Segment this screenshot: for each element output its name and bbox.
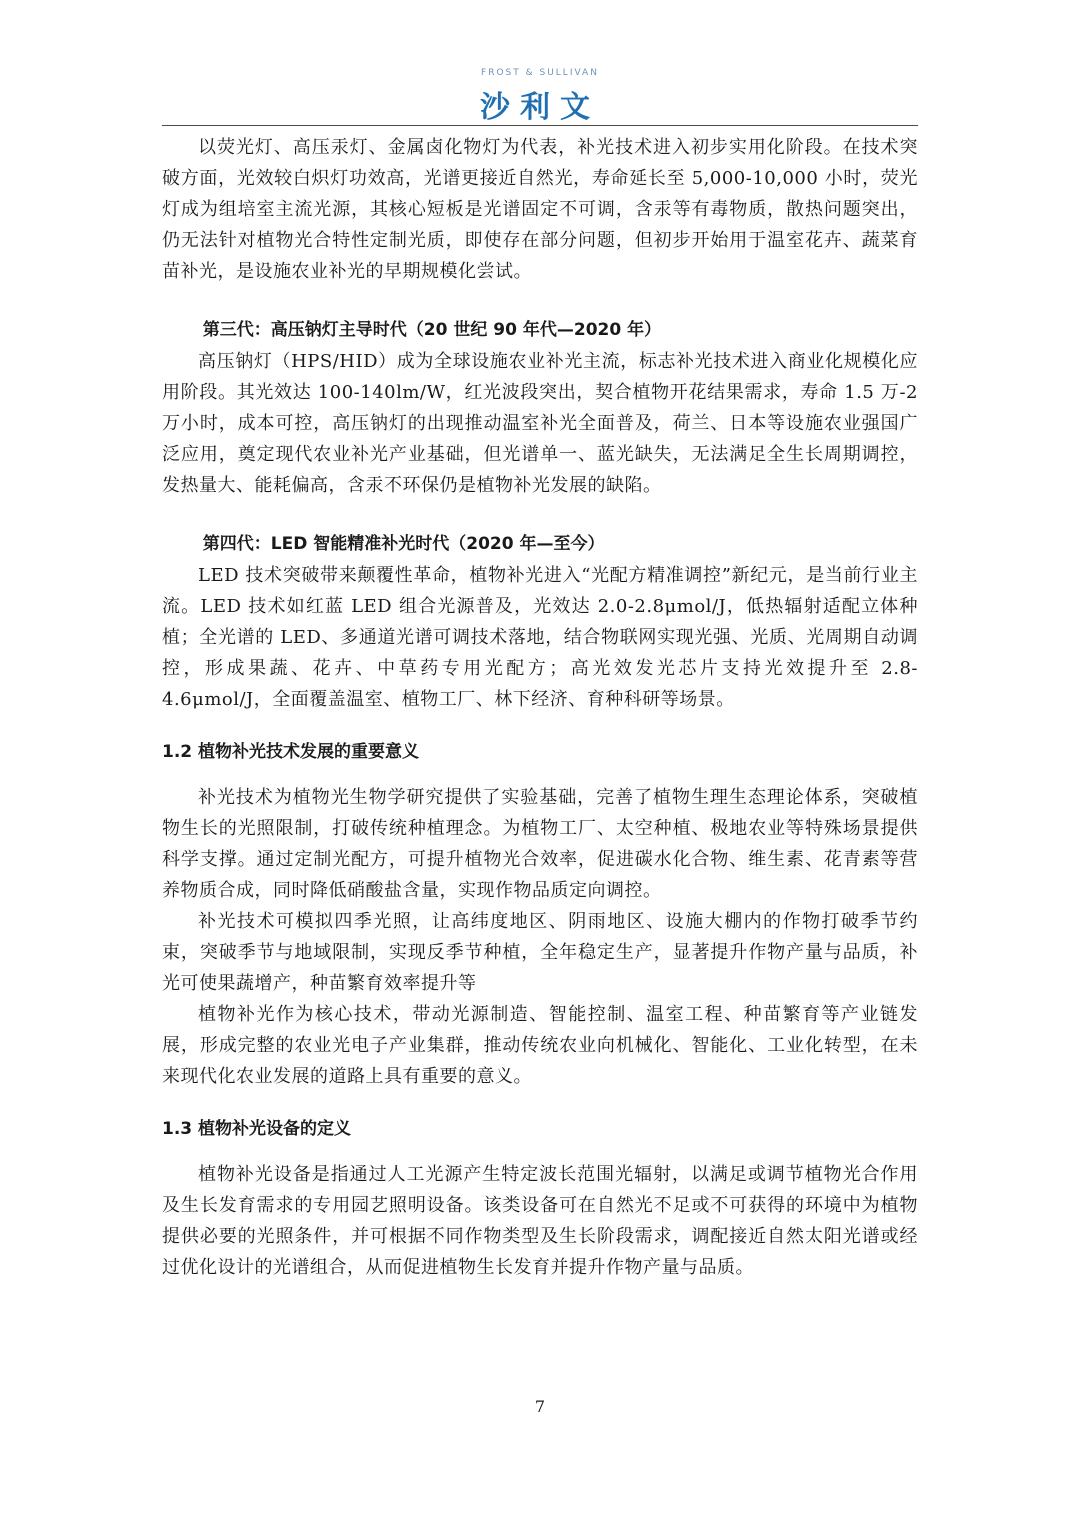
document-body (162, 132, 918, 1283)
gen3-paragraph: 高压钠灯（HPS/HID）成为全球设施农业补光主流，标志补光技术进入商业化规模化应用阶段。其光效达 100-140lm/W，红光波段突出，契合植物开花结果需求，寿命 1.5 万-2 万小时，成本可控，高压钠灯的出现推动温室补光全面普及，荷兰、日本等设施农业强国广泛应用，奠定现代农业补光产业基础，但光谱单一、蓝光缺失，无法满足全生长周期调控，发热量大、能耗偏高，含汞不环保仍是植物补光发展的缺陷。 (162, 351, 918, 496)
section-1-2-paragraph: 植物补光作为核心技术，带动光源制造、智能控制、温室工程、种苗繁育等产业链发展，形成完整的农业光电子产业集群，推动传统农业向机械化、智能化、工业化转型，在未来现代化农业发展的道路上具有重要的意义。 (162, 1004, 918, 1087)
section-1-2-paragraph: 补光技术为植物光生物学研究提供了实验基础，完善了植物生理生态理论体系，突破植物生长的光照限制，打破传统种植理念。为植物工厂、太空种植、极地农业等特殊场景提供科学支撑。通过定制光配方，可提升植物光合效率，促进碳水化合物、维生素、花青素等营养物质合成，同时降低硝酸盐含量，实现作物品质定向调控。 (162, 787, 918, 901)
section-1-3-heading: 1.3 植物补光设备的定义 (162, 1119, 352, 1139)
logo-english-text: FROST & SULLIVAN (481, 68, 599, 78)
spacer (162, 768, 918, 782)
section-1-2-paragraph: 补光技术可模拟四季光照，让高纬度地区、阴雨地区、设施大棚内的作物打破季节约束，突破季节与地域限制，实现反季节种植，全年稳定生产，显著提升作物产量与品质，补光可使果蔬增产，种苗繁育效率提升等 (162, 911, 918, 994)
spacer (162, 1092, 918, 1114)
intro-paragraph: 以荧光灯、高压汞灯、金属卤化物灯为代表，补光技术进入初步实用化阶段。在技术突破方面，光效较白炽灯功效高，光谱更接近自然光，寿命延长至 5,000-10,000 小时，荧光灯成为组培室主流光源，其核心短板是光谱固定不可调，含汞等有毒物质，散热问题突出，仍无法针对植物光合特性定制光质，即使存在部分问题，但初步开始用于温室花卉、蔬菜育苗补光，是设施农业补光的早期规模化尝试。 (162, 137, 918, 282)
spacer (162, 715, 918, 737)
gen3-heading: 第三代：高压钠灯主导时代（20 世纪 90 年代—2020 年） (202, 320, 662, 340)
page-header (0, 0, 1080, 130)
section-1-2-heading: 1.2 植物补光技术发展的重要意义 (162, 742, 420, 762)
gen4-heading: 第四代：LED 智能精准补光时代（2020 年—至今） (202, 534, 605, 554)
spacer (162, 1145, 918, 1159)
logo-chinese-text: 沙利文 (480, 90, 600, 125)
header-divider (162, 125, 918, 126)
spacer (162, 287, 918, 315)
page-number: 7 (534, 1397, 546, 1416)
section-1-3-paragraph: 植物补光设备是指通过人工光源产生特定波长范围光辐射，以满足或调节植物光合作用及生长发育需求的专用园艺照明设备。该类设备可在自然光不足或不可获得的环境中为植物提供必要的光照条件，并可根据不同作物类型及生长阶段需求，调配接近自然太阳光谱或经过优化设计的光谱组合，从而促进植物生长发育并提升作物产量与品质。 (162, 1164, 918, 1278)
spacer (162, 501, 918, 529)
gen4-paragraph: LED 技术突破带来颠覆性革命，植物补光进入“光配方精准调控”新纪元，是当前行业主流。LED 技术如红蓝 LED 组合光源普及，光效达 2.0-2.8μmol/J，低热辐射适配立体种植；全光谱的 LED、多通道光谱可调技术落地，结合物联网实现光强、光质、光周期自动调控，形成果蔬、花卉、中草药专用光配方；高光效发光芯片支持光效提升至 2.8-4.6μmol/J，全面覆盖温室、植物工厂、林下经济、育种科研等场景。 (162, 565, 918, 710)
